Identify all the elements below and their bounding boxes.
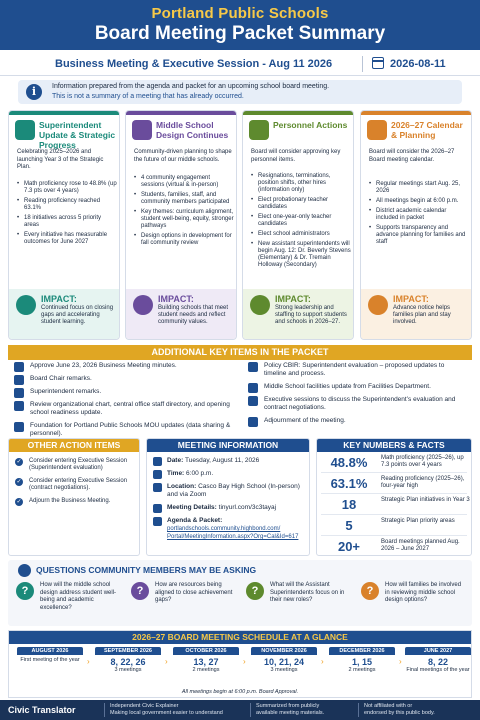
- people-icon: [16, 295, 36, 315]
- meeting-location-row: Location: Casco Bay High School (In-person) and via Zoom: [151, 483, 305, 499]
- meeting-information: [146, 438, 310, 556]
- schedule-note: All meetings begin at 6:00 p.m. Board Approval.: [181, 689, 299, 695]
- impact-label: IMPACT:: [41, 294, 77, 304]
- list-item: • Elect probationary teacher candidates: [251, 197, 351, 211]
- card-bullets: [134, 175, 234, 250]
- family-icon: [368, 295, 388, 315]
- meeting-details-row: Meeting Details: tinyurl.com/3c3tayaj: [151, 504, 305, 512]
- checklist-icon: [14, 362, 24, 372]
- meeting-subtitle: Business Meeting & Executive Session - Aug 11 2026: [55, 58, 333, 70]
- key-numbers: [316, 438, 472, 556]
- agenda-row: Agenda & Packet: portlandschools.community.highbond.com/ Portal/MeetingInformation.aspx?Org=Cal&Id=617: [151, 517, 305, 541]
- list-item: ✓ Adjourn the Business Meeting.: [16, 498, 111, 505]
- calendar-icon: [372, 57, 384, 69]
- list-item: • Regular meetings start Aug. 25, 2026: [369, 181, 469, 195]
- impact-label: IMPACT:: [158, 294, 194, 304]
- school-icon: [132, 120, 152, 140]
- divider: [358, 703, 359, 717]
- list-item: • Every initiative has measurable outcomes for June 2027: [17, 232, 117, 246]
- check-icon: [248, 417, 258, 427]
- footer-brand: Civic Translator: [8, 705, 76, 715]
- chart-growth-icon: [15, 120, 35, 140]
- meeting-time-row: Time: 6:00 p.m.: [151, 470, 305, 478]
- stat-row: 48.8% Math proficiency (2025–26), up 7.3 points over 4 years: [321, 452, 467, 473]
- question-icon: ?: [361, 582, 379, 600]
- card-impact: [361, 289, 471, 339]
- check-icon: ✓: [16, 499, 22, 505]
- stat-row: 18 Strategic Plan initiatives in Year 3: [321, 494, 467, 515]
- additional-items-left: [12, 362, 232, 443]
- card-intro: Board will consider the 2026–27 Board meeting calendar.: [369, 149, 455, 163]
- impact-text: Strong leadership and staffing to support students and schools in 2026–27.: [275, 305, 347, 325]
- card-title: Middle School Design Continues: [156, 120, 229, 140]
- impact-text: Advance notice helps families plan and stay involved.: [393, 305, 451, 325]
- person-icon: [14, 388, 24, 398]
- card-intro: Board will consider approving key personnel items.: [251, 149, 341, 163]
- other-action-items: [8, 438, 140, 556]
- check-icon: ✓: [16, 459, 22, 465]
- arrow-right-icon: ›: [399, 657, 402, 666]
- clock-icon: [153, 470, 162, 479]
- card-impact: [9, 289, 119, 339]
- video-icon: [153, 504, 162, 513]
- community-icon: [133, 295, 153, 315]
- divider: [362, 56, 363, 72]
- building-icon: [248, 383, 258, 393]
- meeting-date-row: Date: Tuesday, August 11, 2026: [151, 457, 305, 465]
- arrow-right-icon: ›: [165, 657, 168, 666]
- list-item: • 4 community engagement sessions (virtual & in-person): [134, 175, 234, 189]
- list-item: • Key themes: curriculum alignment, student well-being, equity, stronger pathways: [134, 209, 234, 230]
- list-item: • Reading proficiency reached 63.1%: [17, 198, 117, 212]
- check-icon: ✓: [16, 479, 22, 485]
- list-item: Board Chair remarks.: [12, 375, 232, 383]
- list-item: • Supports transparency and advance planning for families and staff: [369, 225, 469, 246]
- schedule-month: DECEMBER 2026 1, 15 2 meetings: [329, 647, 395, 674]
- card-accent: [361, 111, 471, 115]
- impact-label: IMPACT:: [393, 294, 429, 304]
- list-item: ✓ Consider entering Executive Session (Superintendent evaluation): [16, 458, 128, 471]
- list-item: Middle School facilities update from Facilities Department.: [246, 383, 466, 391]
- card-title: Superintendent Update & Strategic Progress: [39, 120, 116, 150]
- section-heading: KEY NUMBERS & FACTS: [317, 439, 471, 452]
- card-bullets: [17, 181, 117, 249]
- impact-label: IMPACT:: [275, 294, 311, 304]
- arrow-right-icon: ›: [87, 657, 90, 666]
- list-item: Adjournment of the meeting.: [246, 417, 466, 425]
- list-item: Executive sessions to discuss the Superintendent’s evaluation and contract negotiations.: [246, 396, 466, 412]
- card-accent: [126, 111, 236, 115]
- impact-text: Building schools that meet student needs and reflect community values.: [158, 305, 229, 325]
- info-icon: i: [26, 84, 42, 100]
- list-item: ✓ Consider entering Executive Session (contract negotiations).: [16, 478, 128, 491]
- card-accent: [243, 111, 353, 115]
- page-header: [0, 0, 480, 50]
- info-line-1: Information prepared from the agenda and packet for an upcoming school board meeting.: [52, 83, 330, 90]
- card-bullets: [369, 181, 469, 249]
- stat-row: 63.1% Reading proficiency (2025–26), four-year high: [321, 473, 467, 494]
- question-icon: ?: [131, 582, 149, 600]
- document-icon: [248, 362, 258, 372]
- additional-items-heading: ADDITIONAL KEY ITEMS IN THE PACKET: [8, 345, 472, 360]
- section-heading: 2026–27 BOARD MEETING SCHEDULE AT A GLANCE: [9, 631, 471, 644]
- schedule-month: JUNE 2027 8, 22 Final meetings of the year: [406, 648, 470, 673]
- meeting-schedule: [8, 630, 472, 698]
- section-heading: OTHER ACTION ITEMS: [9, 439, 139, 452]
- list-item: • Math proficiency rose to 48.8% (up 7.3 pts over 4 years): [17, 181, 117, 195]
- card-title: 2026–27 Calendar & Planning: [391, 120, 463, 140]
- page-footer: [0, 700, 480, 720]
- footer-source: Summarized from publicly available meeting materials.: [256, 703, 325, 716]
- info-notice: [18, 80, 462, 104]
- card-superintendent: [8, 110, 120, 340]
- list-item: • Design options in development for fall community review: [134, 233, 234, 247]
- card-calendar: [360, 110, 472, 340]
- list-item: Review organizational chart, central office staff directory, and opening school readiness update.: [12, 401, 232, 417]
- community-questions: QUESTIONS COMMUNITY MEMBERS MAY BE ASKING ? How will the middle school design address student well-being and academic excellence? ? How are resources being aligned to close achievement gaps? ? What will the Assistant Superintendents focus on in their new roles? ? How will families be involved in reviewing middle school design options?: [8, 560, 472, 626]
- chair-icon: [14, 375, 24, 385]
- meeting-icon: [248, 396, 258, 406]
- schedule-month: SEPTEMBER 2026 8, 22, 26 3 meetings: [95, 647, 161, 674]
- impact-text: Continued focus on closing gaps and accelerating student learning.: [41, 305, 114, 325]
- section-heading: QUESTIONS COMMUNITY MEMBERS MAY BE ASKING: [36, 565, 257, 575]
- footer-tagline: Independent Civic Explainer Making local government easier to understand: [110, 703, 223, 716]
- page-title: Board Meeting Packet Summary: [94, 23, 386, 44]
- location-pin-icon: [153, 483, 162, 492]
- org-chart-icon: [14, 401, 24, 411]
- people-icon: [18, 564, 31, 577]
- meeting-date: 2026-08-11: [390, 58, 446, 70]
- schedule-month: NOVEMBER 2026 10, 21, 24 3 meetings: [251, 647, 317, 674]
- list-item: • All meetings begin at 6:00 p.m.: [369, 198, 469, 205]
- org-name: Portland Public Schools: [151, 5, 329, 22]
- list-item: • Students, families, staff, and community members participated: [134, 192, 234, 206]
- calendar-icon: [367, 120, 387, 140]
- agenda-link[interactable]: portlandschools.community.highbond.com/: [167, 526, 281, 532]
- list-item: • Elect one-year-only teacher candidates: [251, 214, 351, 228]
- stat-row: 20+ Board meetings planned Aug. 2026 – June 2027: [321, 536, 467, 556]
- card-intro: Community-driven planning to shape the future of our middle schools.: [134, 149, 232, 163]
- card-personnel: [242, 110, 354, 340]
- list-item: • 18 initiatives across 5 priority areas: [17, 215, 117, 229]
- list-item: • New assistant superintendents will begin Aug. 12: Dr. Beverly Stevens (Elementary) & Dr. Tremain Holloway (Secondary): [251, 241, 351, 269]
- agenda-link-cont[interactable]: Portal/MeetingInformation.aspx?Org=Cal&Id=617: [167, 534, 299, 540]
- card-bullets: [251, 173, 351, 272]
- card-accent: [9, 111, 119, 115]
- document-icon: [153, 517, 162, 526]
- divider: [250, 703, 251, 717]
- card-middle-school: [125, 110, 237, 340]
- meeting-subtitle-bar: [0, 52, 480, 76]
- calendar-icon: [153, 457, 162, 466]
- arrow-right-icon: ›: [243, 657, 246, 666]
- info-line-2: This is not a summary of a meeting that has already occurred.: [52, 93, 244, 100]
- section-heading: MEETING INFORMATION: [147, 439, 309, 452]
- question-icon: ?: [16, 582, 34, 600]
- list-item: Superintendent remarks.: [12, 388, 232, 396]
- briefcase-icon: [249, 120, 269, 140]
- list-item: Foundation for Portland Public Schools MOU updates (data sharing & personnel).: [12, 422, 232, 438]
- list-item: • Elect school administrators: [251, 231, 351, 238]
- card-impact: [126, 289, 236, 339]
- list-item: Policy CBIR: Superintendent evaluation – proposed updates to timeline and process.: [246, 362, 466, 378]
- card-title: Personnel Actions: [273, 120, 348, 130]
- card-intro: Celebrating 2025–2026 and launching Year 3 of the Strategic Plan.: [17, 149, 104, 170]
- handshake-icon: [14, 422, 24, 432]
- list-item: Approve June 23, 2026 Business Meeting minutes.: [12, 362, 232, 370]
- footer-disclaimer: Not affiliated with or endorsed by this public body.: [364, 703, 435, 716]
- schedule-month: OCTOBER 2026 13, 27 2 meetings: [173, 647, 239, 674]
- schedule-month: AUGUST 2026 First meeting of the year: [17, 647, 83, 664]
- additional-items-right: [246, 362, 466, 430]
- divider: [104, 703, 105, 717]
- card-impact: [243, 289, 353, 339]
- stat-row: 5 Strategic Plan priority areas: [321, 515, 467, 536]
- list-item: • District academic calendar included in packet: [369, 208, 469, 222]
- team-icon: [250, 295, 270, 315]
- arrow-right-icon: ›: [321, 657, 324, 666]
- question-icon: ?: [246, 582, 264, 600]
- list-item: • Resignations, terminations, position shifts, other hires (information only): [251, 173, 351, 194]
